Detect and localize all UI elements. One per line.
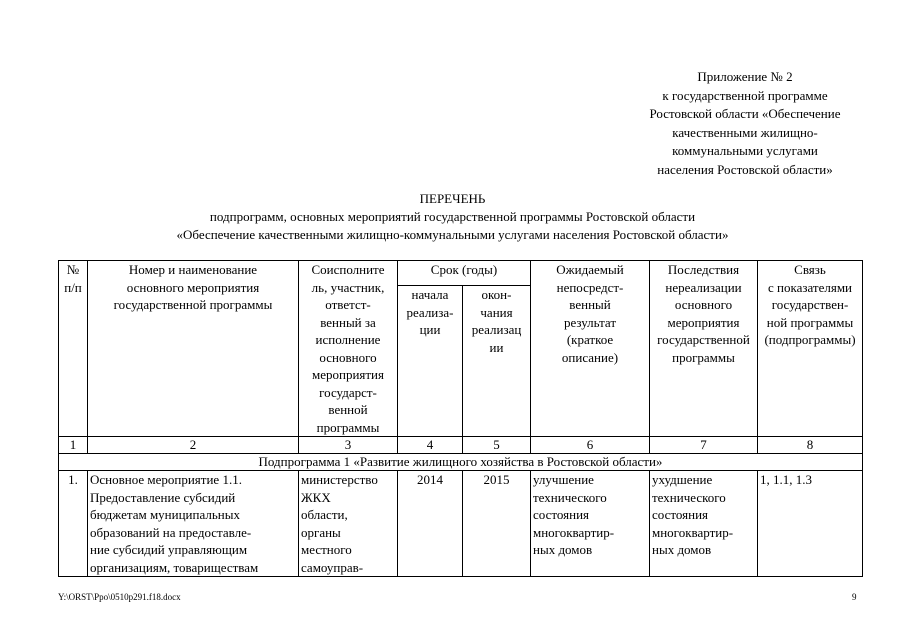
header-executor: Соисполните ль, участник, ответст- венный за исполнение основного мероприятия государст- венной программы xyxy=(299,261,398,437)
row-consequences: ухудшение технического состояния многоквартир- ных домов xyxy=(650,471,758,577)
row-result: улучшение технического состояния многоквартир- ных домов xyxy=(531,471,650,577)
column-number: 7 xyxy=(650,437,758,454)
row-start-year: 2014 xyxy=(398,471,463,577)
header-result: Ожидаемый непосредст- венный результат (краткое описание) xyxy=(531,261,650,437)
header-consequences: Последствия нереализации основного мероприятия государственной программы xyxy=(650,261,758,437)
appendix-line: Приложение № 2 xyxy=(697,69,793,84)
column-number: 6 xyxy=(531,437,650,454)
row-end-year: 2015 xyxy=(463,471,531,577)
column-number: 3 xyxy=(299,437,398,454)
title-line-1: подпрограмм, основных мероприятий государственной программы Ростовской области xyxy=(209,209,696,224)
footer-file-path: Y:\ORST\Ppo\0510p291.f18.docx xyxy=(58,592,181,602)
subprogram-title: Подпрограмма 1 «Развитие жилищного хозяйства в Ростовской области» xyxy=(59,454,863,471)
column-number-row xyxy=(59,437,863,454)
row-link: 1, 1.1, 1.3 xyxy=(758,471,863,577)
title-heading: ПЕРЕЧЕНЬ xyxy=(419,191,486,206)
row-name: Основное мероприятие 1.1. Предоставление субсидий бюджетам муниципальных образований на предоставле- ние субсидий управляющим организациям, товариществам xyxy=(88,471,299,577)
appendix-line: качественными жилищно- xyxy=(672,124,818,140)
document-title xyxy=(0,190,905,244)
column-number: 2 xyxy=(88,437,299,454)
subprogram-row xyxy=(59,454,863,471)
column-number: 8 xyxy=(758,437,863,454)
appendix-line: к государственной программе xyxy=(662,87,828,103)
header-link: Связь с показателями государствен- ной программы (подпрограммы) xyxy=(758,261,863,437)
header-term: Срок (годы) xyxy=(398,261,531,286)
header-row xyxy=(59,261,863,286)
title-line-2: «Обеспечение качественными жилищно-коммунальными услугами населения Ростовской области» xyxy=(176,227,729,242)
header-name: Номер и наименование основного мероприятия государственной программы xyxy=(88,261,299,437)
header-term-end: окон- чания реализац ии xyxy=(463,286,531,437)
measures-table xyxy=(58,260,863,577)
header-term-start: начала реализа- ции xyxy=(398,286,463,437)
table-row xyxy=(59,471,863,577)
row-num: 1. xyxy=(59,471,88,577)
appendix-line: коммунальными услугами xyxy=(672,143,818,158)
column-number: 4 xyxy=(398,437,463,454)
header-num: № п/п xyxy=(59,261,88,437)
row-executor: министерство ЖКХ области, органы местного самоуправ- xyxy=(299,471,398,577)
footer-page-number: 9 xyxy=(852,592,857,602)
column-number: 1 xyxy=(59,437,88,454)
column-number: 5 xyxy=(463,437,531,454)
appendix-block xyxy=(610,68,880,179)
appendix-line: Ростовской области «Обеспечение xyxy=(649,106,841,121)
appendix-line: населения Ростовской области» xyxy=(657,161,833,177)
